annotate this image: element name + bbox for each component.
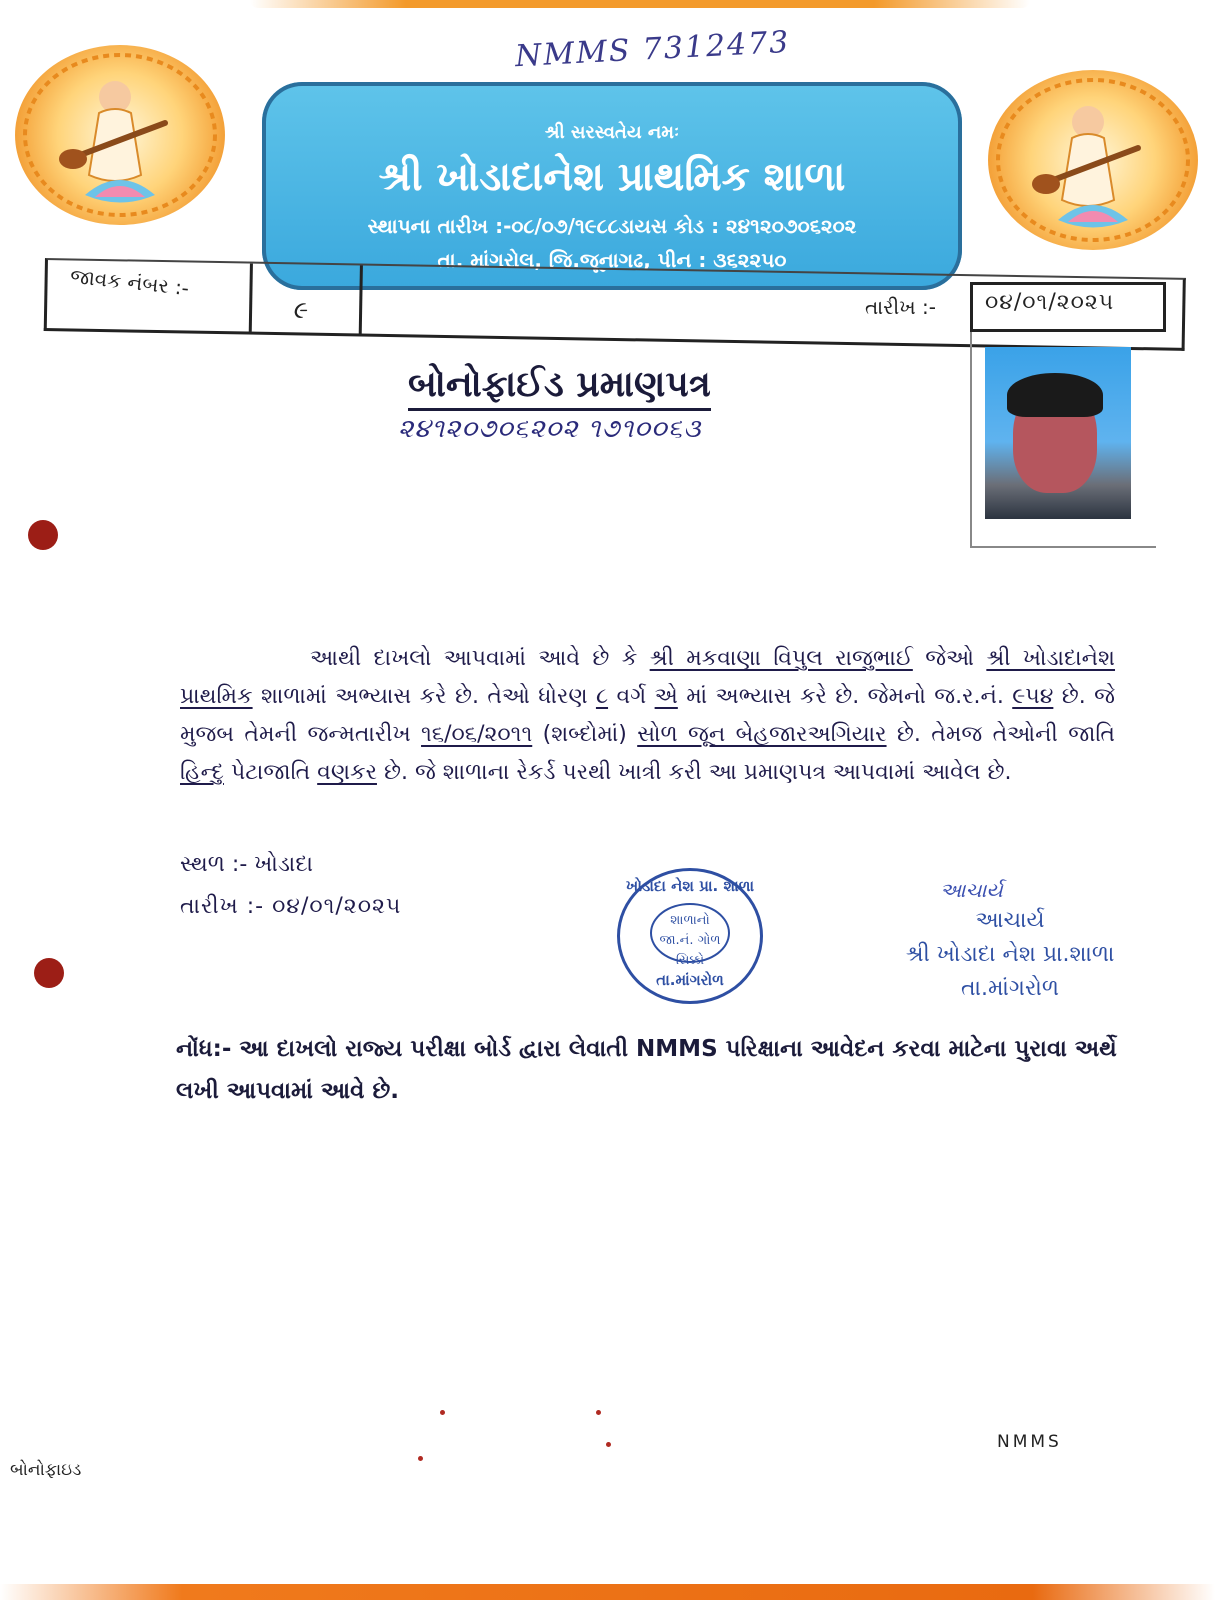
school-header-banner bbox=[262, 82, 962, 290]
certificate-paragraph bbox=[180, 640, 1115, 792]
certificate-note: નોંધ:- આ દાખલો રાજ્ય પરીક્ષા બોર્ડ દ્વારા લેવાતી NMMS પરિક્ષાના આવેદન કરવા માટેના પુરાવા અર્થે લખી આપવામાં આવે છે. bbox=[176, 1036, 1117, 1104]
certificate-serial-number: ૨૪૧૨૦૭૦૬૨૦૨ ૧૭૧૦૦૬૩ bbox=[398, 414, 702, 444]
body-text-9: પેટાજાતિ bbox=[230, 760, 311, 785]
outward-number-value: ૯ bbox=[292, 296, 307, 324]
school-address: તા. માંગરોલ, જિ.જૂનાગઢ, પીન : ૩૬૨૨૫૦ bbox=[437, 248, 787, 272]
date-of-birth: ૧૬/૦૬/૨૦૧૧ bbox=[421, 722, 533, 747]
top-orange-band bbox=[250, 0, 1030, 8]
punch-hole-top bbox=[28, 520, 58, 550]
signature-taluka: તા.માંગરોળ bbox=[961, 976, 1059, 1001]
standard-value: ૮ bbox=[595, 684, 609, 709]
student-name: શ્રી મકવાણા વિપુલ રાજુભાઈ bbox=[649, 646, 913, 671]
issue-date-line: તારીખ :- ૦૪/૦૧/૨૦૨૫ bbox=[180, 894, 402, 919]
bottom-orange-band bbox=[0, 1584, 1215, 1600]
outward-number-label: જાવક નંબર :- bbox=[69, 263, 191, 301]
division-value: એ bbox=[654, 684, 678, 709]
dob-in-words: સોળ જૂન બેહજારઅગિયાર bbox=[637, 722, 887, 747]
certificate-title: બોનોફાઈડ પ્રમાણપત્ર bbox=[408, 364, 711, 411]
footer-nmms: NMMS bbox=[997, 1432, 1062, 1452]
handwritten-reference: NMMS 7312473 bbox=[514, 24, 792, 75]
student-photo bbox=[985, 347, 1131, 519]
footer-bonafide: બોનોફાઇડ bbox=[10, 1460, 82, 1480]
body-text-7: (શબ્દોમાં) bbox=[542, 722, 627, 747]
school-seal-stamp bbox=[617, 868, 763, 1004]
student-hair bbox=[1007, 373, 1103, 417]
certificate-body bbox=[180, 640, 1115, 792]
body-text-3: શાળામાં અભ્યાસ કરે છે. તેઓ ધોરણ bbox=[260, 684, 588, 709]
stray-mark bbox=[418, 1456, 423, 1461]
header-date-value: ૦૪/૦૧/૨૦૨૫ bbox=[985, 290, 1115, 315]
body-text-5: માં અભ્યાસ કરે છે. જેમનો જ.ર.નં. bbox=[686, 684, 1004, 709]
body-text-1: આથી દાખલો આપવામાં આવે છે કે bbox=[310, 646, 638, 671]
punch-hole-bottom bbox=[34, 958, 64, 988]
stamp-ring-bottom: તા.માંગરોળ bbox=[656, 971, 724, 989]
signature-school: શ્રી ખોડાદા નેશ પ્રા.શાળા bbox=[905, 942, 1115, 967]
signature-title: આચાર્ય bbox=[975, 908, 1045, 933]
body-text-6: છે. જે મુજબ તેમની જન્મતારીખ bbox=[180, 684, 1115, 747]
place-line: સ્થળ :- ખોડાદા bbox=[180, 852, 314, 877]
stamp-center: શાળાનો જા.નં. ગોળ સિક્કો bbox=[650, 903, 730, 963]
body-text-4: વર્ગ bbox=[616, 684, 647, 709]
invocation-text: શ્રી સરસ્વતેય નમઃ bbox=[544, 122, 680, 143]
principal-signature: આચાર્ય bbox=[940, 878, 1003, 902]
saraswati-emblem-left bbox=[15, 45, 225, 225]
stamp-ring-top: ખોડાદા નેશ પ્રા. શાળા bbox=[625, 877, 755, 895]
stray-mark bbox=[596, 1410, 601, 1415]
gr-number: ૯૫૪ bbox=[1012, 684, 1054, 709]
established-dise-line: સ્થાપના તારીખ :-૦૮/૦૭/૧૯૮૮ડાયસ કોડ : ૨૪૧૨૦૭૦૬૨૦૨ bbox=[367, 214, 857, 238]
header-date-label: તારીખ :- bbox=[865, 295, 936, 319]
school-ref: શ્રી ખોડાદાનેશ પ્રાથમિક bbox=[180, 646, 1116, 709]
religion-value: હિન્દુ bbox=[180, 760, 224, 785]
body-text-10: છે. જે શાળાના રેકર્ડ પરથી ખાત્રી કરી આ પ્રમાણપત્ર આપવામાં આવેલ છે. bbox=[383, 760, 1012, 785]
body-text-8: છે. તેમજ તેઓની જાતિ bbox=[896, 722, 1115, 747]
signature-block bbox=[880, 904, 1140, 1006]
stray-mark bbox=[606, 1442, 611, 1447]
subcaste-value: વણકર bbox=[317, 760, 377, 785]
body-text-2: જેઓ bbox=[925, 646, 974, 671]
saraswati-emblem-right bbox=[988, 70, 1198, 250]
stray-mark bbox=[440, 1410, 445, 1415]
school-name: શ્રી ખોડાદાનેશ પ્રાથમિક શાળા bbox=[378, 154, 846, 200]
